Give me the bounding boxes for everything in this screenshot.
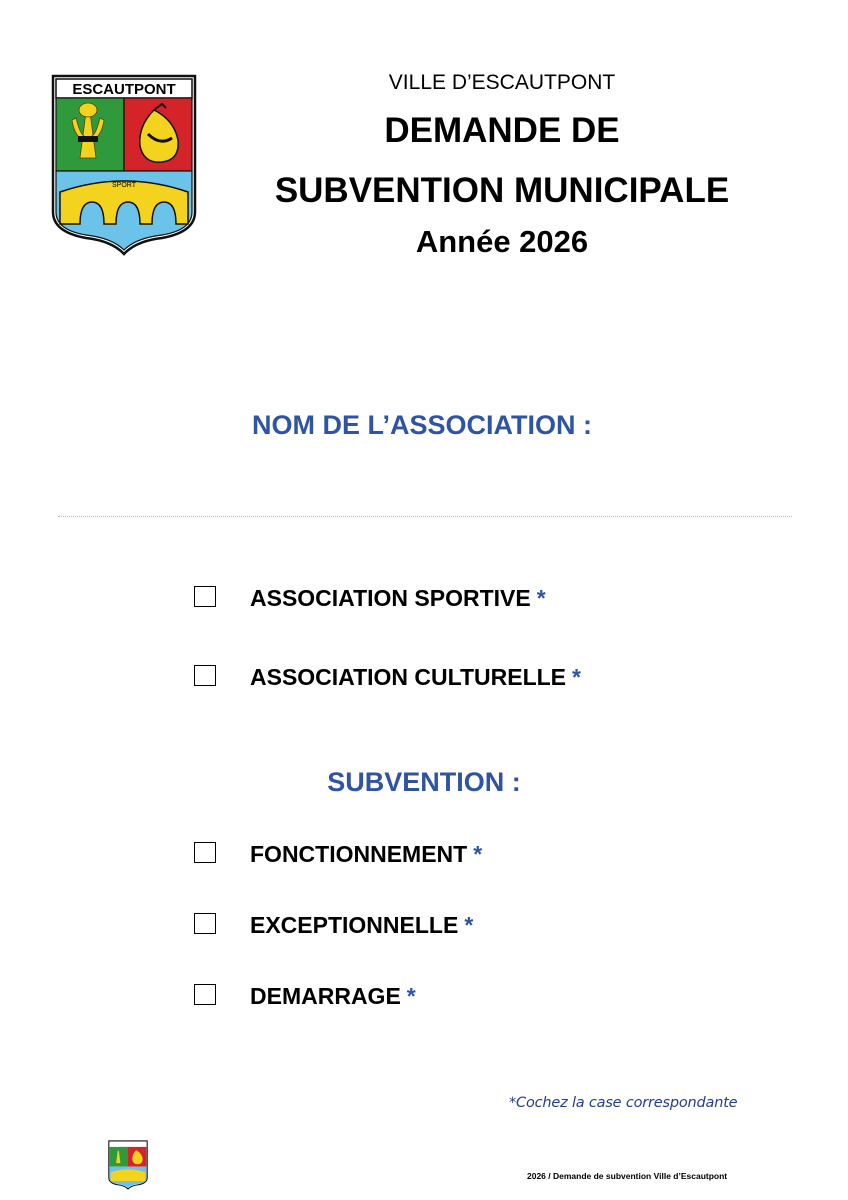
svg-text:ESCAUTPONT: ESCAUTPONT [72, 81, 176, 98]
document-title-line2: SUBVENTION MUNICIPALE [274, 171, 730, 210]
checkbox[interactable] [194, 665, 216, 686]
escautpont-crest-logo [50, 74, 198, 256]
option-label: ASSOCIATION SPORTIVE [250, 585, 531, 611]
option-label: EXCEPTIONNELLE [250, 912, 459, 938]
svg-text:SPORT: SPORT [112, 182, 136, 189]
document-year: Année 2026 [415, 224, 589, 259]
checkbox[interactable] [194, 984, 216, 1005]
city-name: VILLE D’ESCAUTPONT [388, 71, 616, 94]
required-marker: * [536, 585, 546, 611]
checkbox-instruction-note: *Cochez la case correspondante [509, 1095, 738, 1111]
option-label: DEMARRAGE [250, 983, 401, 1009]
checkbox[interactable] [194, 842, 216, 863]
option-label: FONCTIONNEMENT [250, 841, 468, 867]
escautpont-crest-small-logo [108, 1140, 148, 1190]
document-title-line1: DEMANDE DE [384, 111, 620, 150]
required-marker: * [464, 912, 474, 938]
required-marker: * [572, 664, 581, 690]
required-marker: * [406, 983, 416, 1009]
association-name-field[interactable] [58, 516, 792, 517]
subvention-heading: SUBVENTION : [327, 767, 521, 797]
required-marker: * [473, 841, 483, 867]
checkbox[interactable] [194, 586, 216, 607]
option-label: ASSOCIATION CULTURELLE [250, 664, 567, 690]
checkbox[interactable] [194, 913, 216, 934]
page-footer: 2026 / Demande de subvention Ville d’Escautpont [527, 1171, 728, 1181]
association-name-heading: NOM DE L’ASSOCIATION : [251, 410, 592, 440]
